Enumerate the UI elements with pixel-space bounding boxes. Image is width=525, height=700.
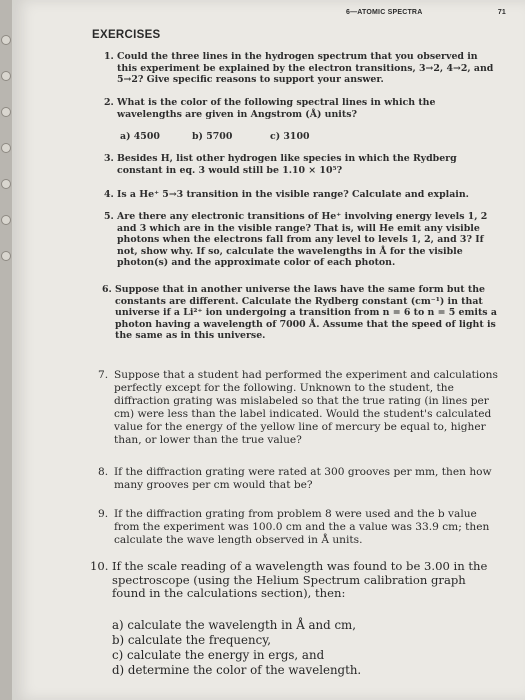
- question-7: 7. Suppose that a student had performed the experiment and calculations perfectly except for the following. Unknown to the student, the diffraction grating was mislabeled so that the true rating (in lines per cm) were less than the label indicated. Would the student's calculated value for the energy of the yellow line of mercury be equal to, higher than, or lower than the true value?: [98, 369, 498, 446]
- question-3: 3. Besides H, list other hydrogen like species in which the Rydberg constant in eq. 3 would still be 1.10 × 10⁵?: [104, 153, 457, 176]
- binder-hole: [2, 216, 10, 224]
- question-2: 2. What is the color of the following spectral lines in which the wavelengths are given in Angstrom (Å) units?: [104, 97, 436, 120]
- option-a: a) 4500: [120, 131, 160, 142]
- question-1: 1. Could the three lines in the hydrogen spectrum that you observed in this experiment be explained by the electron transitions, 3→2, 4→2, and 5→2? Give specific reasons to support your answer.: [104, 51, 494, 86]
- question-8: 8. If the diffraction grating were rated at 300 grooves per mm, then how many grooves per cm would that be?: [98, 466, 492, 491]
- option-b: b) 5700: [192, 131, 233, 142]
- binder-hole: [2, 180, 10, 188]
- binder-hole: [2, 72, 10, 80]
- question-10-part-b: b) calculate the frequency,: [112, 633, 272, 647]
- document-page: [12, 0, 525, 700]
- question-6: 6. Suppose that in another universe the laws have the same form but the constants are different. Calculate the Rydberg constant (cm⁻¹) in that universe if a Li²⁺ ion undergoing a transition from n = 6 to n = 5 emits a photon having a wavelength of 7000 Å. Assume that the speed of light is the same as in this universe.: [102, 284, 497, 342]
- question-5: 5. Are there any electronic transitions of He⁺ involving energy levels 1, 2 and 3 which are in the visible range? That is, will He emit any visible photons when the electrons fall from any level to levels 1, 2, and 3? If not, show why. If so, calculate the wavelengths in Å for the visible photon(s) and the approximate color of each photon.: [104, 211, 488, 269]
- option-c: c) 3100: [270, 131, 310, 142]
- question-10-part-c: c) calculate the energy in ergs, and: [112, 648, 325, 662]
- question-10-part-d: d) determine the color of the wavelength.: [112, 663, 362, 677]
- binder-hole: [2, 144, 10, 152]
- binder-hole: [2, 36, 10, 44]
- question-4: 4. Is a He⁺ 5→3 transition in the visible range? Calculate and explain.: [104, 189, 469, 200]
- question-9: 9. If the diffraction grating from problem 8 were used and the b value from the experiment was 100.0 cm and the a value was 33.9 cm; then calculate the wave length observed in Å units.: [98, 508, 490, 546]
- binder-hole: [2, 252, 10, 260]
- running-header: [346, 9, 506, 16]
- question-10: 10. If the scale reading of a wavelength was found to be 3.00 in the spectroscope (using the Helium Spectrum calibration graph found in the calculations section), then:: [90, 559, 488, 601]
- section-title: EXERCISES: [92, 29, 161, 41]
- page-number: 71: [497, 9, 506, 16]
- question-10-part-a: a) calculate the wavelength in Å and cm,: [112, 618, 356, 632]
- binder-hole: [2, 108, 10, 116]
- running-title: 6—ATOMIC SPECTRA: [346, 9, 423, 16]
